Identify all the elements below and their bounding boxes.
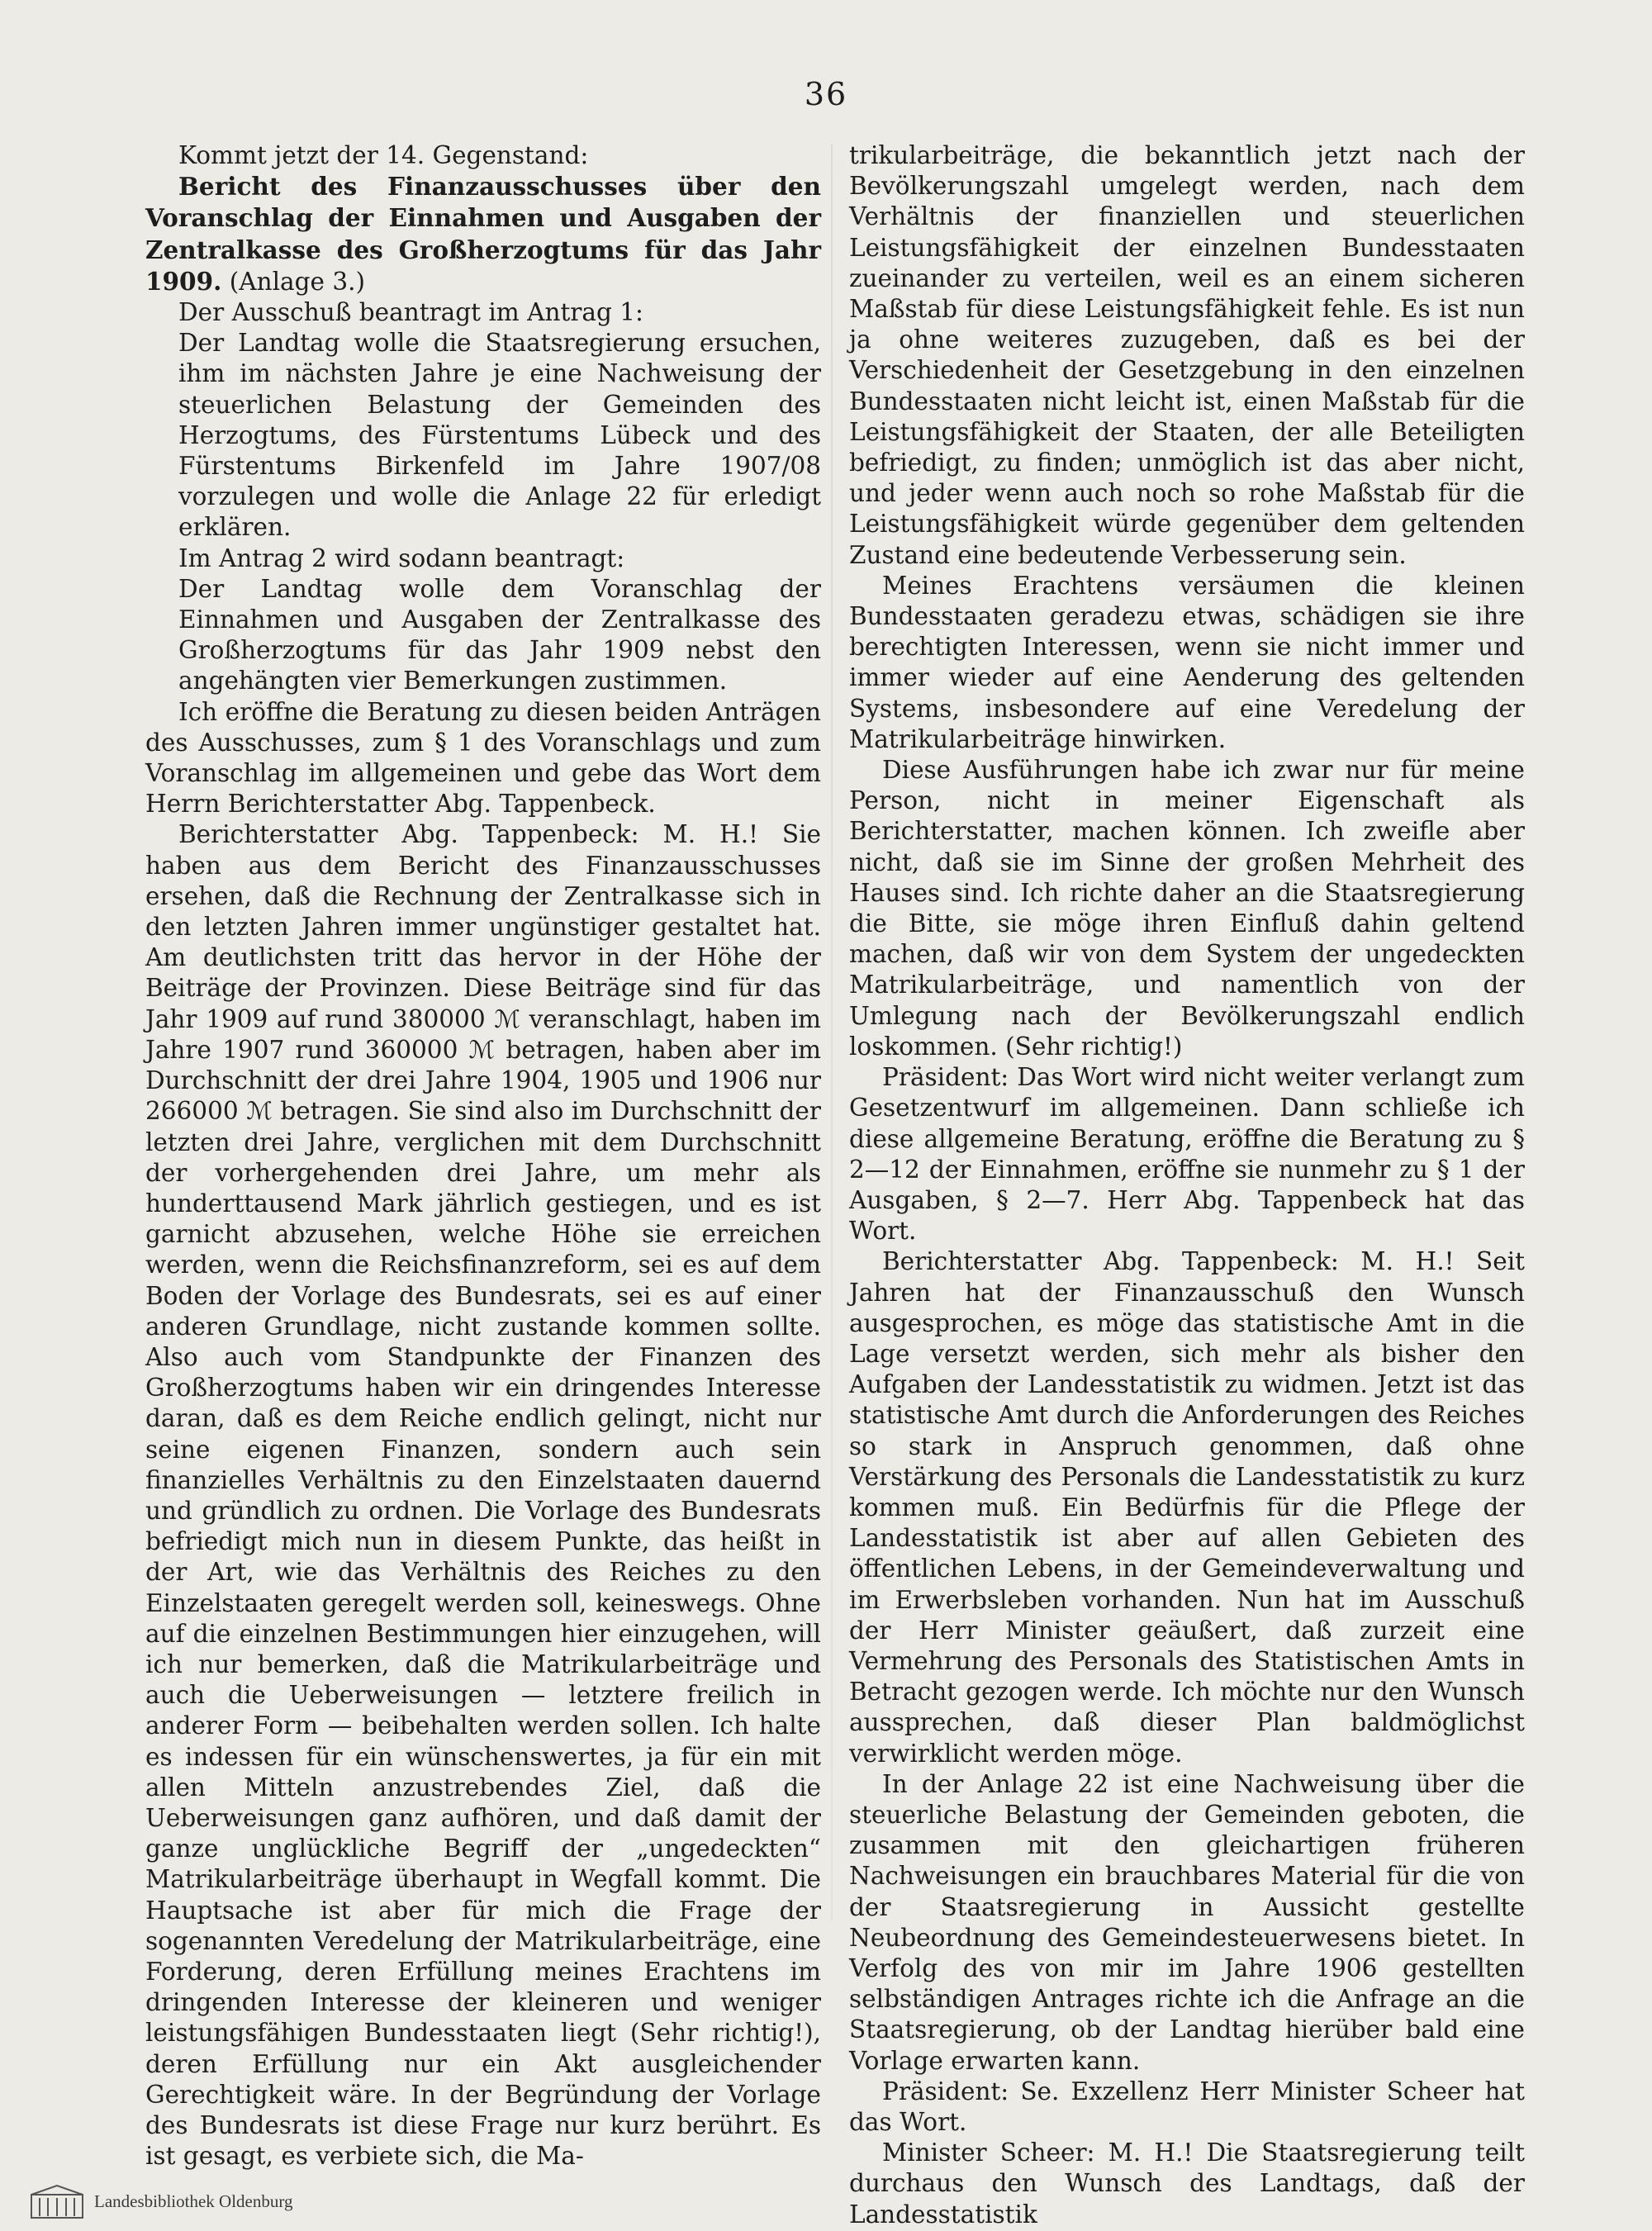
motion-2-text: Der Landtag wolle dem Voranschlag der Einnahmen und Ausgaben der Zentralkasse des Großherzogtums für das Jahr 1909 nebst den angehängten vier Bemerkungen zustimmen. [178,574,821,695]
rapporteur-speech-3: In der Anlage 22 ist eine Nachweisung über die steuerliche Belastung der Gemeinden geboten, die zusammen mit den gleichartigen früheren Nachweisungen ein brauchbares Material für die von der Staatsregierung in Aussicht gestellte Neubeordnung des Gemeindesteuerwesens bietet. In Verfolg des von mir im Jahre 1906 gestellten selbständigen Antrages richte ich die Anfrage an die Staatsregierung, ob der Landtag hierüber bald eine Vorlage erwarten kann. [849,1769,1525,2075]
motion-2-intro: Im Antrag 2 wird sodann beantragt: [178,544,625,572]
page-number: 36 [804,76,848,112]
speech-paragraph-3: Diese Ausführungen habe ich zwar nur für meine Person, nicht in meiner Eigenschaft als Berichterstatter, machen können. Ich zweifle aber nicht, daß sie im Sinne der großen Mehrheit des Hauses sind. Ich richte daher an die Staatsregierung die Bitte, sie möge ihren Einfluß dahin geltend machen, daß wir von dem System der ungedeckten Matrikularbeiträge, und namentlich von der Umlegung nach der Bevölkerungszahl endlich loskommen. (Sehr richtig!) [849,756,1525,1061]
motion-1-text: Der Landtag wolle die Staatsregierung ersuchen, ihm im nächsten Jahre je eine Nachweisung der steuerlichen Belastung der Gemeinden des Herzogtums, des Fürstentums Lübeck und des Fürstentums Birkenfeld im Jahre 1907/08 vorzulegen und wolle die Anlage 22 für erledigt erklären. [178,329,821,542]
motion-1-intro: Der Ausschuß beantragt im Antrag 1: [178,298,643,327]
library-watermark [30,2180,293,2223]
rapporteur-speech-1: Berichterstatter Abg. Tappenbeck: M. H.! Sie haben aus dem Bericht des Finanzausschusses ersehen, daß die Rechnung der Zentralkasse sich in den letzten Jahren immer ungünstiger gestaltet hat. Am deutlichsten tritt das hervor in der Höhe der Beiträge der Provinzen. Diese Beiträge sind für das Jahr 1909 auf rund 380000 ℳ veranschlagt, haben im Jahre 1907 rund 360000 ℳ betragen, haben aber im Durchschnitt der drei Jahre 1904, 1905 und 1906 nur 266000 ℳ betragen. Sie sind also im Durchschnitt der letzten drei Jahre, verglichen mit dem Durchschnitt der vorhergehenden drei Jahre, um mehr als hunderttausend Mark jährlich gestiegen, und es ist garnicht abzusehen, welche Höhe sie erreichen werden, wenn die Reichsfinanzreform, sei es auf dem Boden der Vorlage des Bundesrats, sei es auf einer anderen Grundlage, nicht zustande kommen sollte. Also auch vom Standpunkte der Finanzen des Großherzogtums haben wir ein dringendes Interesse daran, daß es dem Reiche endlich gelingt, nicht nur seine eigenen Finanzen, sondern auch sein finanzielles Verhältnis zu den Einzelstaaten dauernd und gründlich zu ordnen. Die Vorlage des Bundesrats befriedigt mich nun in diesem Punkte, das heißt in der Art, wie das Verhältnis des Reiches zu den Einzelstaaten geregelt werden soll, keineswegs. Ohne auf die einzelnen Bestimmungen hier einzugehen, will ich nur bemerken, daß die Matrikularbeiträge und auch die Ueberweisungen — letztere freilich in anderer Form — beibehalten werden sollen. Ich halte es indessen für ein wünschenswertes, ja für ein mit allen Mitteln anzustrebendes Ziel, daß die Ueberweisungen ganz aufhören, und daß damit der ganze unglückliche Begriff der „ungedeckten“ Matrikularbeiträge überhaupt in Wegfall kommt. Die Hauptsache ist aber für mich die Frage der sogenannten Veredelung der Matrikularbeiträge, eine Forderung, deren Erfüllung meines Erachtens im dringenden Interesse der kleineren und weniger leistungsfähigen Bundesstaaten liegt (Sehr richtig!), deren Erfüllung nur ein Akt ausgleichender Gerechtigkeit wäre. In der Begründung der Vorlage des Bundesrats ist diese Frage nur kurz berührt. Es ist gesagt, es verbiete sich, die Ma- [145,820,821,2171]
library-name: Landesbibliothek Oldenburg [94,2191,293,2211]
annex-ref: (Anlage 3.) [229,267,365,296]
minister-speech: Minister Scheer: M. H.! Die Staatsregierung teilt durchaus den Wunsch des Landtags, daß der Landesstatistik [849,2138,1525,2229]
rapporteur-speech-2: Berichterstatter Abg. Tappenbeck: M. H.! Seit Jahren hat der Finanzausschuß den Wunsch ausgesprochen, es möge das statistische Amt in die Lage versetzt werden, sich mehr als bisher den Aufgaben der Landesstatistik zu widmen. Jetzt ist das statistische Amt durch die Anforderungen des Reiches so stark in Anspruch genommen, daß ohne Verstärkung des Personals die Landesstatistik zu kurz kommen muß. Ein Bedürfnis für die Pflege der Landesstatistik ist aber auf allen Gebieten des öffentlichen Lebens, in der Gemeindeverwaltung und im Erwerbsleben vorhanden. Nun hat im Ausschuß der Herr Minister geäußert, daß zurzeit eine Vermehrung des Personals des Statistischen Amts in Betracht gezogen werde. Ich möchte nur den Wunsch aussprechen, daß dieser Plan baldmöglichst verwirklicht werden möge. [849,1247,1525,1768]
debate-opening: Ich eröffne die Beratung zu diesen beiden Anträgen des Ausschusses, zum § 1 des Voranschlags und zum Voranschlag im allgemeinen und gebe das Wort dem Herrn Berichterstatter Abg. Tappenbeck. [145,697,821,819]
president-remark-2: Präsident: Se. Exzellenz Herr Minister Scheer hat das Wort. [849,2077,1525,2136]
left-column [145,140,821,2172]
column-divider [831,145,833,1920]
agenda-intro: Kommt jetzt der 14. Gegenstand: [178,141,589,169]
speech-paragraph-2: Meines Erachtens versäumen die kleinen Bundesstaaten geradezu etwas, schädigen sie ihre berechtigten Interessen, wenn sie nicht immer und immer wieder auf eine Aenderung des geltenden Systems, insbesondere auf eine Veredelung der Matrikularbeiträge hinwirken. [849,571,1525,753]
president-remark-1: Präsident: Das Wort wird nicht weiter verlangt zum Gesetzentwurf im allgemeinen. Dann schließe ich diese allgemeine Beratung, eröffne die Beratung zu § 2—12 der Einnahmen, eröffne sie nunmehr zu § 1 der Ausgaben, § 2—7. Herr Abg. Tappenbeck hat das Wort. [849,1063,1525,1246]
report-heading: Bericht des Finanzausschusses über den Voranschlag der Einnahmen und Ausgaben der Zentralkasse des Großherzogtums für das Jahr 1909. (Anlage 3.) [145,172,821,296]
right-column [849,140,1525,2230]
speech-continuation: trikularbeiträge, die bekanntlich jetzt nach der Bevölkerungszahl umgelegt werden, nach dem Verhältnis der finanziellen und steuerlichen Leistungsfähigkeit der einzelnen Bundesstaaten zueinander zu verteilen, weil es an einem sicheren Maßstab für diese Leistungsfähigkeit fehle. Es ist nun ja ohne weiteres zuzugeben, daß es bei der Verschiedenheit der Gesetzgebung in den einzelnen Bundesstaaten nicht leicht ist, einen Maßstab für die Leistungsfähigkeit der Staaten, der alle Beteiligten befriedigt, zu finden; unmöglich ist das aber nicht, und jeder wenn auch noch so rohe Maßstab für die Leistungsfähigkeit würde gegenüber dem geltenden Zustand eine bedeutende Verbesserung sein. [849,141,1525,569]
library-building-icon [30,2183,84,2219]
